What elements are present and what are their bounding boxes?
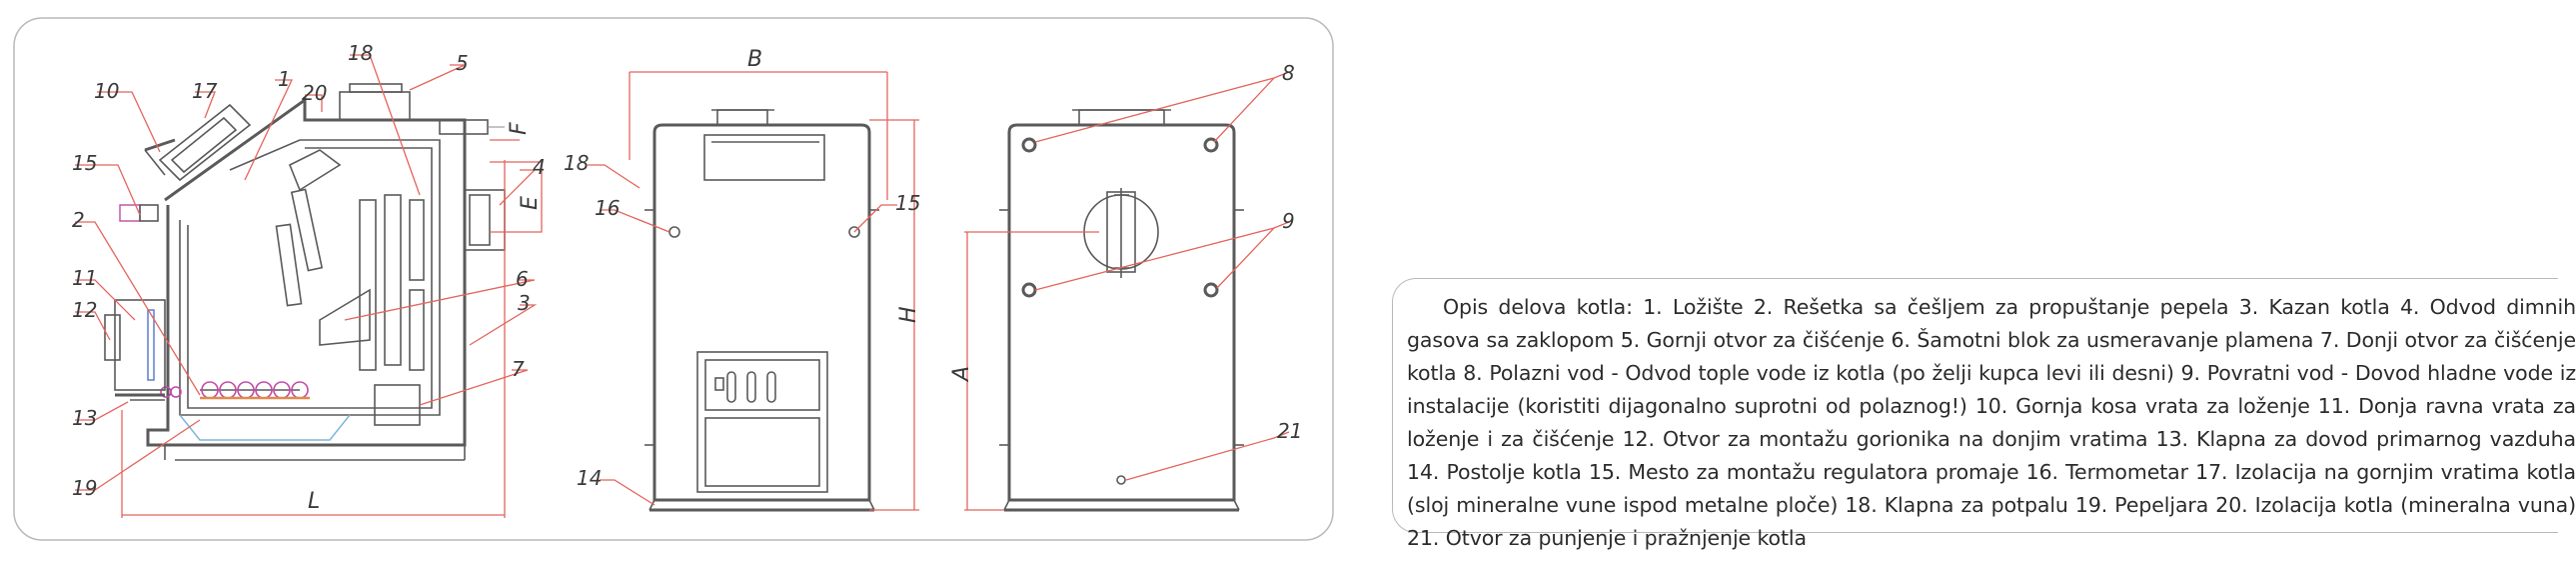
side-section-view bbox=[105, 84, 505, 460]
front-view bbox=[644, 110, 879, 510]
callout-18-front: 18 bbox=[564, 151, 590, 175]
callout-1: 1 bbox=[278, 67, 291, 91]
callout-20: 20 bbox=[302, 81, 328, 105]
callout-16: 16 bbox=[595, 196, 621, 220]
callout-10: 10 bbox=[94, 79, 120, 103]
callout-13: 13 bbox=[72, 406, 98, 430]
callout-3: 3 bbox=[518, 291, 531, 315]
dimension-label-E: E bbox=[518, 196, 543, 210]
callout-12: 12 bbox=[72, 298, 98, 322]
callout-17: 17 bbox=[192, 79, 218, 103]
dimension-label-H: H bbox=[896, 306, 921, 323]
callout-6: 6 bbox=[516, 267, 529, 291]
callout-18-side: 18 bbox=[348, 41, 374, 65]
callout-9: 9 bbox=[1282, 209, 1295, 233]
dimension-label-L: L bbox=[308, 489, 321, 514]
callout-19: 19 bbox=[72, 476, 98, 500]
callout-21: 21 bbox=[1277, 419, 1303, 443]
callout-14: 14 bbox=[577, 466, 603, 490]
callout-15-front: 15 bbox=[895, 191, 921, 215]
callout-2: 2 bbox=[72, 208, 85, 232]
dimension-label-B: B bbox=[747, 47, 763, 72]
dimension-label-F: F bbox=[507, 122, 532, 135]
callout-7: 7 bbox=[512, 357, 525, 381]
callout-4: 4 bbox=[533, 155, 546, 179]
callout-8: 8 bbox=[1282, 61, 1295, 85]
rear-view bbox=[999, 110, 1244, 510]
callout-11: 11 bbox=[72, 266, 98, 290]
dimension-label-A: A bbox=[949, 365, 974, 381]
callout-15-side: 15 bbox=[72, 151, 98, 175]
legend-text: Opis delova kotla: 1. Ložište 2. Rešetka sa češljem za propuštanje pepela 3. Kazan kotla 4. Odvod dimnih gasova sa zaklopom 5. Gornji otvor za čišćenje 6. Šamotni blok za usmeravanje plamena 7. Donji otvor za čišćenje kotla 8. Polazni vod - Odvod tople vode iz kotla (po želji kupca levi ili desni) 9. Povratni vod - Dovod hladne vode iz instalacije (koristiti dijagonalno suprotni od polaznog!) 10. Gornja kosa vrata za loženje 11. Donja ravna vrata za loženje i za čišćenje 12. Otvor za montažu gorionika na donjim vratima 13. Klapna za dovod primarnog vazduha 14. Postolje kotla 15. Mesto za montažu regulatora promaje 16. Termometar 17. Izolacija na gornjim vratima kotla (sloj mineralne vune ispod metalne ploče) 18. Klapna za potpalu 19. Pepeljara 20. Izolacija kotla (mineralna vuna) 21. Otvor za punjenje i pražnjenje kotla bbox=[1407, 295, 2576, 550]
legend-box bbox=[1392, 278, 2576, 550]
callout-5: 5 bbox=[456, 51, 469, 75]
